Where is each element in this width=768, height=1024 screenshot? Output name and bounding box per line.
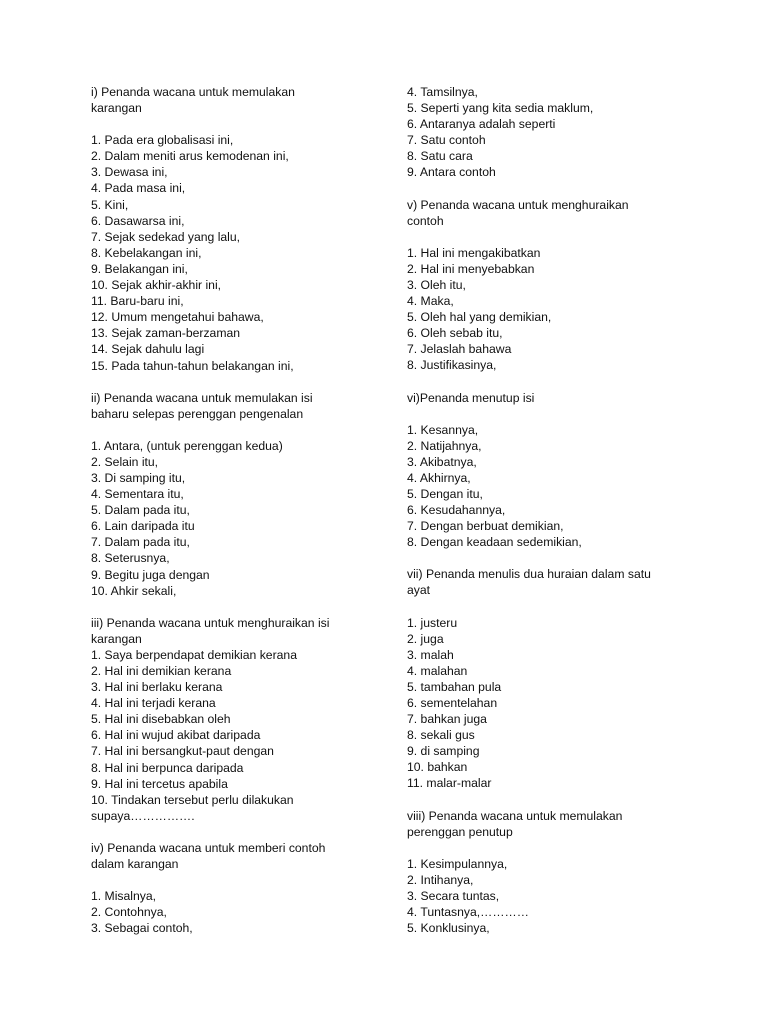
list-item: 3. Oleh itu,: [407, 277, 466, 292]
list-item: 15. Pada tahun-tahun belakangan ini,: [91, 358, 294, 373]
section: [407, 84, 707, 181]
list-item: supaya…………….: [91, 808, 195, 823]
list-item: 4. Pada masa ini,: [91, 181, 186, 196]
item-list: [407, 84, 707, 181]
list-item: 2. Selain itu,: [91, 454, 159, 469]
section-heading: ii) Penanda wacana untuk memulakan isi baharu selepas perenggan pengenalan: [91, 390, 313, 421]
list-item: 1. justeru: [407, 615, 458, 630]
section: [91, 615, 391, 824]
item-list: [91, 438, 391, 599]
list-item: 1. Saya berpendapat demikian kerana: [91, 647, 297, 662]
list-item: 3. malah: [407, 647, 454, 662]
list-item: 10. Tindakan tersebut perlu dilakukan: [91, 792, 294, 807]
item-list: [91, 888, 391, 936]
list-item: 3. Secara tuntas,: [407, 888, 500, 903]
list-item: 8. Satu cara: [407, 149, 473, 164]
list-item: 2. Hal ini menyebabkan: [407, 261, 535, 276]
list-item: 8. Kebelakangan ini,: [91, 245, 202, 260]
list-item: 8. Justifikasinya,: [407, 358, 497, 373]
list-item: 4. Akhirnya,: [407, 470, 471, 485]
list-item: 11. malar-malar: [407, 776, 492, 791]
list-item: 5. Seperti yang kita sedia maklum,: [407, 101, 594, 116]
section: [407, 197, 707, 374]
list-item: 2. Natijahnya,: [407, 438, 482, 453]
list-item: 3. Dewasa ini,: [91, 165, 168, 180]
list-item: 7. Sejak sedekad yang lalu,: [91, 229, 241, 244]
list-item: 6. Oleh sebab itu,: [407, 326, 503, 341]
list-item: 1. Hal ini mengakibatkan: [407, 245, 541, 260]
list-item: 6. Dasawarsa ini,: [91, 213, 185, 228]
item-list: [91, 647, 391, 824]
section: [91, 840, 391, 936]
list-item: 3. Akibatnya,: [407, 454, 477, 469]
section: [91, 390, 391, 599]
section-heading: iv) Penanda wacana untuk memberi contoh dalam karangan: [91, 840, 326, 872]
list-item: 2. Dalam meniti arus kemodenan ini,: [91, 149, 289, 164]
right-column: [407, 84, 707, 952]
list-item: 13. Sejak zaman-berzaman: [91, 326, 241, 341]
list-item: 6. Antaranya adalah seperti: [407, 117, 556, 132]
section-heading: vii) Penanda menulis dua huraian dalam satu ayat: [407, 567, 651, 598]
list-item: 3. Sebagai contoh,: [91, 921, 193, 936]
list-item: 8. Seterusnya,: [91, 551, 170, 566]
item-list: [91, 132, 391, 373]
list-item: 4. Maka,: [407, 294, 454, 309]
list-item: 5. Dalam pada itu,: [91, 503, 190, 518]
item-list: [407, 615, 707, 792]
section: [407, 390, 707, 551]
list-item: 4. Tuntasnya,…………: [407, 905, 529, 920]
list-item: 2. Hal ini demikian kerana: [91, 664, 232, 678]
list-item: 4. Sementara itu,: [91, 487, 184, 502]
list-item: 9. Begitu juga dengan: [91, 567, 210, 582]
list-item: 9. Belakangan ini,: [91, 261, 188, 276]
item-list: [407, 422, 707, 551]
section-heading: iii) Penanda wacana untuk menghuraikan isi karangan: [91, 615, 330, 646]
list-item: 10. Ahkir sekali,: [91, 583, 177, 598]
list-item: 11. Baru-baru ini,: [91, 294, 184, 309]
section: [91, 84, 391, 374]
item-list: [407, 245, 707, 374]
list-item: 9. Antara contoh: [407, 165, 496, 180]
list-item: 5. Hal ini disebabkan oleh: [91, 712, 231, 727]
left-column: [91, 84, 391, 952]
list-item: 10. bahkan: [407, 760, 468, 775]
list-item: 5. Konklusinya,: [407, 921, 490, 936]
list-item: 3. Di samping itu,: [91, 470, 186, 485]
section: [407, 808, 707, 937]
item-list: [407, 856, 707, 936]
list-item: 1. Kesannya,: [407, 422, 479, 437]
list-item: 3. Hal ini berlaku kerana: [91, 680, 223, 695]
list-item: 2. Contohnya,: [91, 905, 167, 920]
section-heading: v) Penanda wacana untuk menghuraikan contoh: [407, 197, 629, 228]
list-item: 9. di samping: [407, 744, 480, 759]
list-item: 5. tambahan pula: [407, 679, 502, 694]
list-item: 14. Sejak dahulu lagi: [91, 342, 205, 357]
list-item: 6. Kesudahannya,: [407, 503, 506, 518]
list-item: 1. Pada era globalisasi ini,: [91, 133, 234, 148]
list-item: 2. Intihanya,: [407, 872, 474, 887]
list-item: 1. Kesimpulannya,: [407, 856, 508, 871]
list-item: 8. Hal ini berpunca daripada: [91, 760, 244, 775]
list-item: 8. Dengan keadaan sedemikian,: [407, 535, 582, 550]
list-item: 5. Oleh hal yang demikian,: [407, 310, 552, 325]
list-item: 4. Tamsilnya,: [407, 85, 478, 99]
list-item: 1. Antara, (untuk perenggan kedua): [91, 438, 283, 453]
list-item: 6. sementelahan: [407, 696, 498, 710]
list-item: 6. Hal ini wujud akibat daripada: [91, 728, 261, 743]
section: [407, 566, 707, 791]
list-item: 7. Dalam pada itu,: [91, 535, 190, 550]
section-heading: i) Penanda wacana untuk memulakan karangan: [91, 85, 295, 116]
list-item: 4. malahan: [407, 663, 468, 678]
list-item: 7. Jelaslah bahawa: [407, 342, 512, 357]
list-item: 4. Hal ini terjadi kerana: [91, 696, 216, 711]
section-heading: viii) Penanda wacana untuk memulakan perenggan penutup: [407, 808, 623, 839]
list-item: 2. juga: [407, 631, 444, 646]
list-item: 7. Hal ini bersangkut-paut dengan: [91, 744, 274, 759]
section-heading: vi)Penanda menutup isi: [407, 390, 535, 405]
list-item: 9. Hal ini tercetus apabila: [91, 776, 228, 791]
list-item: 7. bahkan juga: [407, 712, 487, 727]
list-item: 7. Dengan berbuat demikian,: [407, 519, 564, 534]
list-item: 1. Misalnya,: [91, 889, 157, 904]
list-item: 6. Lain daripada itu: [91, 519, 195, 534]
list-item: 12. Umum mengetahui bahawa,: [91, 310, 264, 325]
list-item: 7. Satu contoh: [407, 133, 486, 148]
list-item: 5. Dengan itu,: [407, 486, 483, 501]
list-item: 8. sekali gus: [407, 728, 475, 743]
list-item: 5. Kini,: [91, 197, 129, 212]
list-item: 10. Sejak akhir-akhir ini,: [91, 278, 222, 293]
